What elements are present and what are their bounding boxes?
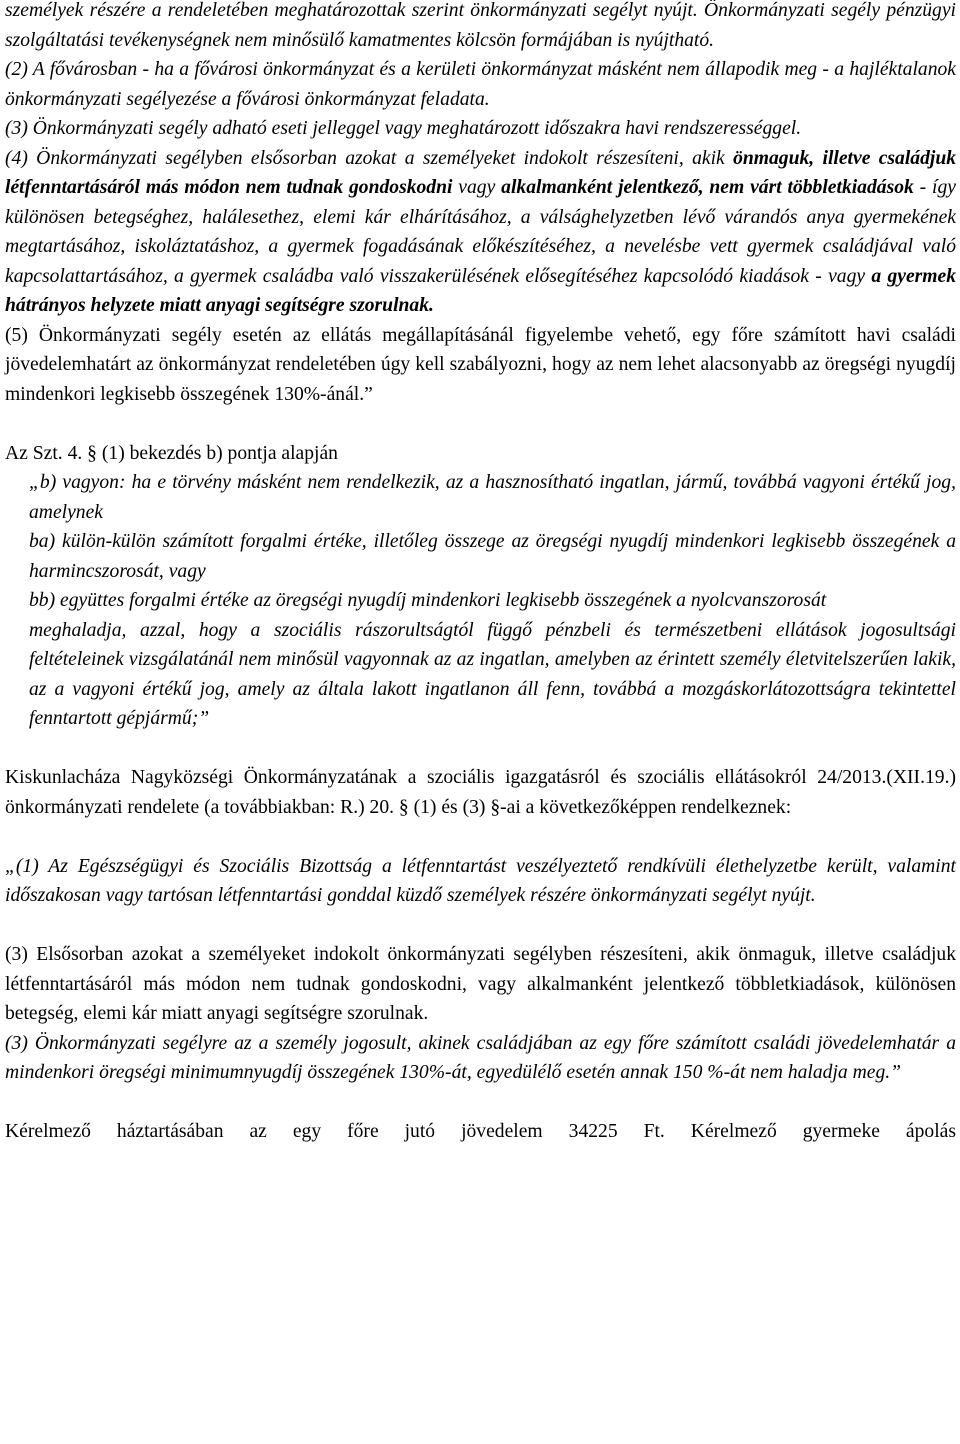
paragraph-2: (2) A fővárosban - ha a fővárosi önkormányzat és a kerületi önkormányzat másként nem állapodik meg - a hajléktalanok önkormányzati segélyezése a fővárosi önkormányzat feladata.	[5, 59, 956, 110]
spacer	[5, 822, 956, 852]
paragraph-4-bold-1: önmaguk, illetve családjuk létfenntartásáról más módon nem tudnak gondoskodni	[5, 147, 957, 198]
paragraph-4-part-1: (4) Önkormányzati segélyben elsősorban azokat a személyeket indokolt részesíteni, akik	[5, 147, 734, 169]
document-page	[5, 0, 956, 1147]
footer-line: Kérelmező háztartásában az egy főre jutó jövedelem 34225 Ft. Kérelmező gyermeke ápolás	[5, 1121, 956, 1142]
szt-point-b: „b) vagyon: ha e törvény másként nem rendelkezik, az a hasznosítható ingatlan, jármű, továbbá vagyoni értékű jog, amelynek	[29, 472, 956, 523]
paragraph-4-part-3: vagy	[452, 177, 502, 198]
spacer	[5, 911, 956, 941]
szt-point-bb: bb) együttes forgalmi értéke az öregségi nyugdíj mindenkori legkisebb összegének a nyolcvanszorosát	[29, 590, 827, 611]
paragraph-4-bold-2: alkalmanként jelentkező, nem várt többletkiadások	[501, 177, 914, 198]
kisk-quote-2: (3) Elsősorban azokat a személyeket indokolt önkormányzati segélyben részesíteni, akik önmaguk, illetve családjuk létfenntartásáról más módon nem tudnak gondoskodni, vagy alkalmanként jelentkező többletkiadások, különösen betegség, elemi kár miatt anyagi segítségre szorulnak.	[5, 944, 956, 1024]
kisk-quote-1: „(1) Az Egészségügyi és Szociális Bizottság a létfenntartást veszélyeztető rendkívüli élethelyzetbe került, valamint időszakosan vagy tartósan létfenntartási gonddal küzdő személyek részére önkormányzati segélyt nyújt.	[5, 855, 956, 906]
spacer	[5, 1088, 956, 1118]
spacer	[5, 409, 956, 439]
szt-point-ba: ba) külön-külön számított forgalmi értéke, illetőleg összege az öregségi nyugdíj mindenkori legkisebb összegének a harmincszorosát, vagy	[29, 531, 956, 582]
kisk-quote-3: (3) Önkormányzati segélyre az a személy jogosult, akinek családjában az egy főre számított családi jövedelemhatár a mindenkori öregségi minimumnyugdíj összegének 130%-át, egyedülélő esetén annak 150 %-át nem haladja meg.”	[5, 1032, 956, 1083]
szt-tail: meghaladja, azzal, hogy a szociális rászorultságtól függő pénzbeli és természetbeni ellátások jogosultsági feltételeinek vizsgálatánál nem minősül vagyonnak az az ingatlan, amelyben az érintett személy életvitelszerűen lakik, az a vagyoni értékű jog, amely az általa lakott ingatlanon áll fenn, továbbá a mozgáskorlátozottságra tekintettel fenntartott gépjármű;”	[29, 619, 956, 729]
paragraph-4-bold-3: a gyermek hátrányos helyzete miatt anyagi segítségre szorulnak.	[5, 265, 956, 316]
paragraph-3: (3) Önkormányzati segély adható eseti jelleggel vagy meghatározott időszakra havi rendszerességgel.	[5, 118, 802, 139]
kisk-intro: Kiskunlacháza Nagyközségi Önkormányzatának a szociális igazgatásról és szociális ellátásokról 24/2013.(XII.19.) önkormányzati rendelete (a továbbiakban: R.) 20. § (1) és (3) §-ai a következőképpen rendelkeznek:	[5, 767, 956, 818]
paragraph-1-tail: személyek részére a rendeletében meghatározottak szerint önkormányzati segélyt nyújt. Önkormányzati segély pénzügyi szolgáltatási tevékenységnek nem minősülő kamatmentes kölcsön formájában is nyújtható.	[5, 0, 956, 51]
szt-heading: Az Szt. 4. § (1) bekezdés b) pontja alapján	[5, 442, 338, 464]
paragraph-4	[5, 144, 956, 321]
spacer	[5, 734, 956, 764]
paragraph-5: (5) Önkormányzati segély esetén az ellátás megállapításánál figyelembe vehető, egy főre számított havi családi jövedelemhatárt az önkormányzat rendeletében úgy kell szabályozni, hogy az nem lehet alacsonyabb az öregségi nyugdíj mindenkori legkisebb összegének 130%-ánál.”	[5, 324, 956, 405]
paragraph-4-part-5: - így különösen betegséghez, halálesethez, elemi kár elhárításához, a válsághelyzetben lévő várandós anya gyermekének megtartásához, iskoláztatáshoz, a gyermek fogadásának előkészítéséhez, a nevelésbe vett gyermek családjával való kapcsolattartásához, a gyermek családba való visszakerülésének elősegítéséhez kapcsolódó kiadások - vagy	[5, 177, 956, 287]
